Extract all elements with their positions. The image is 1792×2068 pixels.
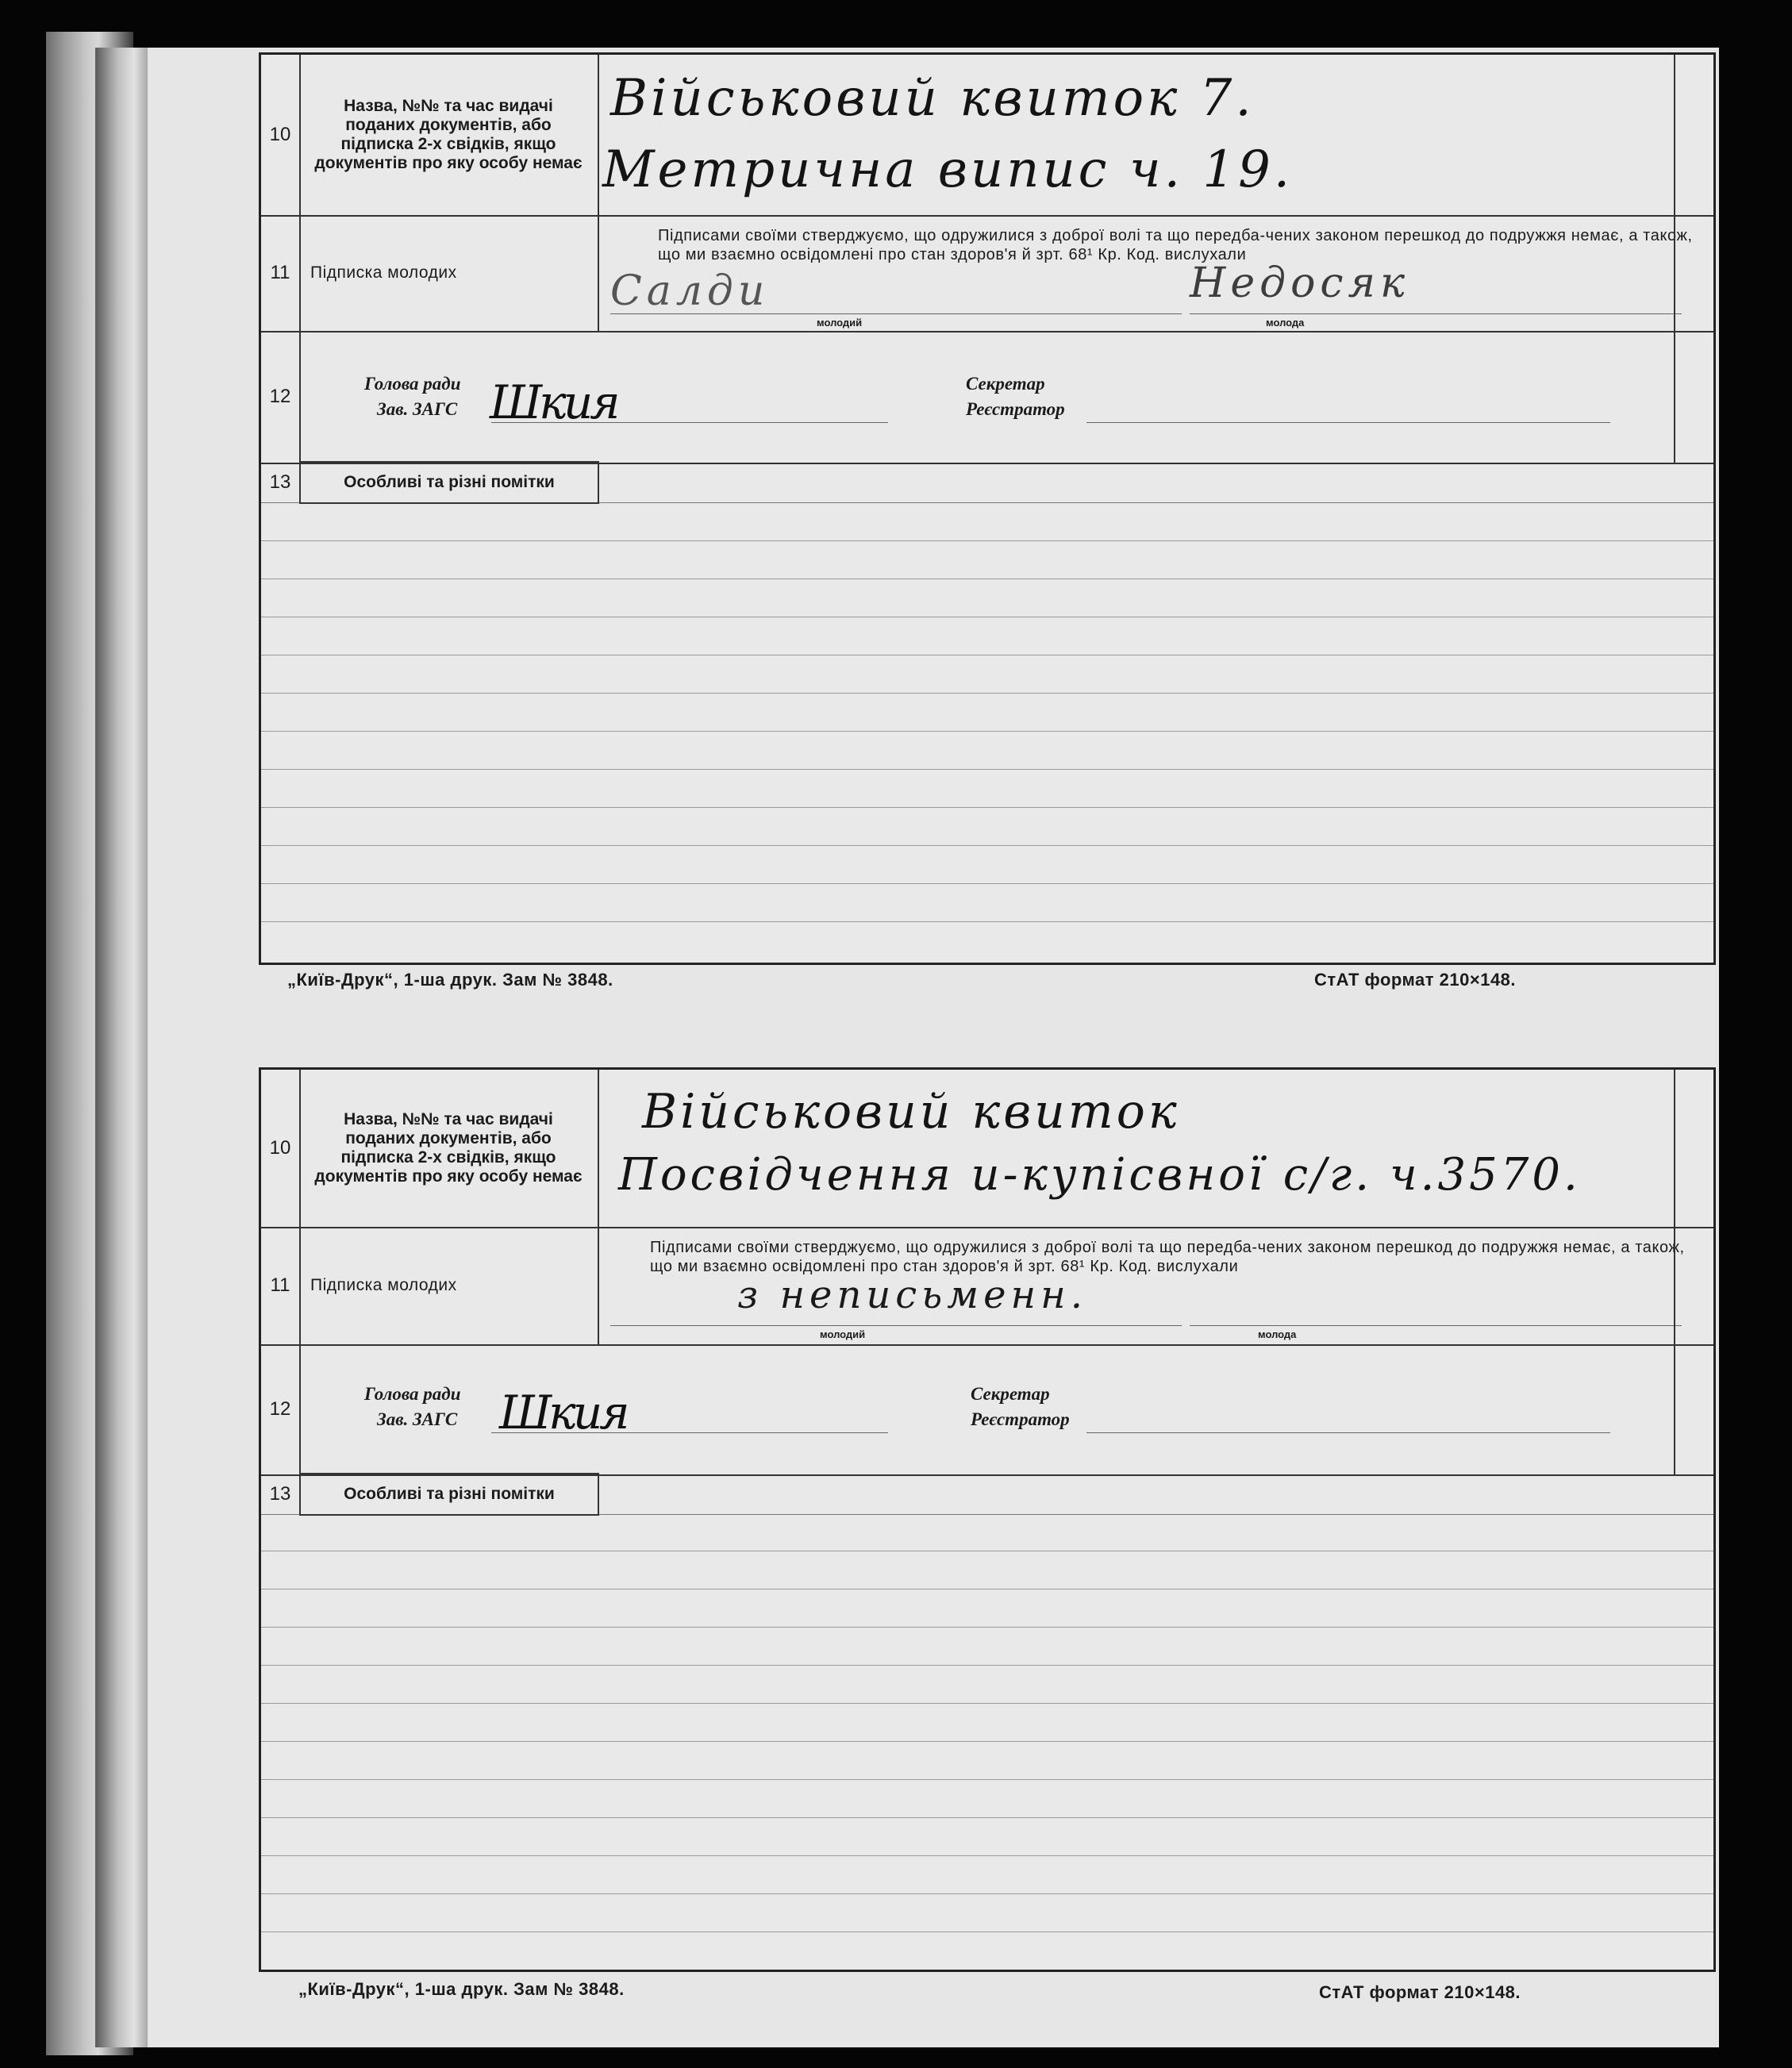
right-column xyxy=(1674,1344,1713,1474)
right-column xyxy=(1674,215,1713,331)
registrar-label: Реєстратор xyxy=(971,1409,1070,1429)
ruled-line xyxy=(261,1741,1713,1742)
bride-signature-line xyxy=(1190,1325,1682,1326)
bride-caption: молода xyxy=(1266,317,1305,329)
row-number: 10 xyxy=(261,55,301,215)
row-label-notes: Особливі та різні помітки xyxy=(299,1473,599,1516)
ruled-line xyxy=(261,1893,1713,1894)
ruled-line xyxy=(261,693,1713,694)
book-edge xyxy=(95,48,151,2047)
consent-notice: Підписами своїми стверджуємо, що одружилися з доброї волі та що передба-чених законом перешкод до подружжя немає, а також, що ми взаємно освідомлені про стан здоров'я й зрт. 68¹ Кр. Код. вислухали xyxy=(658,227,1693,263)
footer-format: СтАТ формат 210×148. xyxy=(1314,970,1517,990)
ruled-line xyxy=(261,883,1713,884)
row-label-documents: Назва, №№ та час видачі поданих документів, або підписка 2-х свідків, якщо документів про яку особу немає xyxy=(299,55,599,215)
ruled-line xyxy=(261,807,1713,808)
row-10 xyxy=(261,55,1713,217)
groom-signature: з неписьменн. xyxy=(737,1273,1087,1317)
handwritten-documents-line-1: Військовий квиток 7. xyxy=(610,69,1255,128)
row-label-documents: Назва, №№ та час видачі поданих документів, або підписка 2-х свідків, якщо документів про яку особу немає xyxy=(299,1070,599,1227)
row-12 xyxy=(261,1344,1713,1476)
row-number: 12 xyxy=(261,1344,301,1474)
right-column xyxy=(1674,1227,1713,1344)
head-signature: Шкия xyxy=(499,1386,627,1440)
marriage-record-form-1 xyxy=(259,52,1716,965)
zags-head-label: Зав. ЗАГС xyxy=(377,399,458,419)
secretary-label: Секретар xyxy=(971,1384,1050,1404)
head-of-council-label: Голова ради xyxy=(364,374,461,394)
row-number: 13 xyxy=(261,1474,301,1514)
ruled-line xyxy=(261,845,1713,846)
consent-notice: Підписами своїми стверджуємо, що одружилися з доброї волі та що передба-чених законом перешкод до подружжя немає, а також, що ми взаємно освідомлені про стан здоров'я й зрт. 68¹ Кр. Код. вислухали xyxy=(650,1239,1685,1275)
ruled-line xyxy=(261,1703,1713,1704)
ruled-line xyxy=(261,731,1713,732)
groom-signature: Салди xyxy=(610,267,770,315)
row-12 xyxy=(261,331,1713,464)
row-11 xyxy=(261,215,1713,332)
ruled-line xyxy=(261,769,1713,770)
marriage-record-form-2 xyxy=(259,1067,1716,1972)
secretary-label: Секретар xyxy=(966,374,1045,394)
footer-printer: „Київ-Друк“, 1-ша друк. Зам № 3848. xyxy=(287,970,613,990)
groom-caption: молодий xyxy=(817,317,863,329)
row-label-signatures: Підписка молодих xyxy=(299,1227,599,1344)
footer-format: СтАТ формат 210×148. xyxy=(1319,1982,1521,2002)
row-label-signatures: Підписка молодих xyxy=(299,215,599,331)
head-signature: Шкия xyxy=(490,375,617,429)
row-10 xyxy=(261,1070,1713,1228)
footer-printer: „Київ-Друк“, 1-ша друк. Зам № 3848. xyxy=(298,1979,625,1999)
row-label-notes: Особливі та різні помітки xyxy=(299,461,599,504)
right-column xyxy=(1674,55,1713,215)
row-number: 11 xyxy=(261,1227,301,1344)
head-signature-line xyxy=(491,422,888,423)
groom-caption: молодий xyxy=(820,1328,866,1340)
row-number: 11 xyxy=(261,215,301,331)
head-signature-line xyxy=(491,1432,888,1433)
ruled-line xyxy=(261,1855,1713,1856)
row-number: 10 xyxy=(261,1070,301,1227)
handwritten-documents-line-2: Посвідчення и-купісвної с/г. ч.3570. xyxy=(618,1149,1581,1201)
bride-caption: молода xyxy=(1258,1328,1297,1340)
handwritten-documents-line-2: Метрична випис ч. 19. xyxy=(602,140,1294,199)
handwritten-documents-line-1: Військовий квиток xyxy=(642,1084,1180,1140)
zags-head-label: Зав. ЗАГС xyxy=(377,1409,458,1429)
row-13 xyxy=(261,463,1713,503)
groom-signature-line xyxy=(610,313,1182,314)
right-column xyxy=(1674,331,1713,463)
groom-signature-line xyxy=(610,1325,1182,1326)
secretary-signature-line xyxy=(1086,1432,1610,1433)
row-11 xyxy=(261,1227,1713,1346)
ruled-line xyxy=(261,1779,1713,1780)
secretary-signature-line xyxy=(1086,422,1610,423)
ruled-line xyxy=(261,1817,1713,1818)
ruled-line xyxy=(261,1627,1713,1628)
row-13 xyxy=(261,1474,1713,1515)
registrar-label: Реєстратор xyxy=(966,399,1065,419)
row-number: 13 xyxy=(261,463,301,502)
bride-signature-line xyxy=(1190,313,1682,314)
row-number: 12 xyxy=(261,331,301,463)
bride-signature: Недосяк xyxy=(1190,259,1409,307)
ruled-line xyxy=(261,1665,1713,1666)
right-column xyxy=(1674,1070,1713,1227)
ruled-line xyxy=(261,921,1713,922)
head-of-council-label: Голова ради xyxy=(364,1384,461,1404)
ruled-line xyxy=(261,540,1713,541)
